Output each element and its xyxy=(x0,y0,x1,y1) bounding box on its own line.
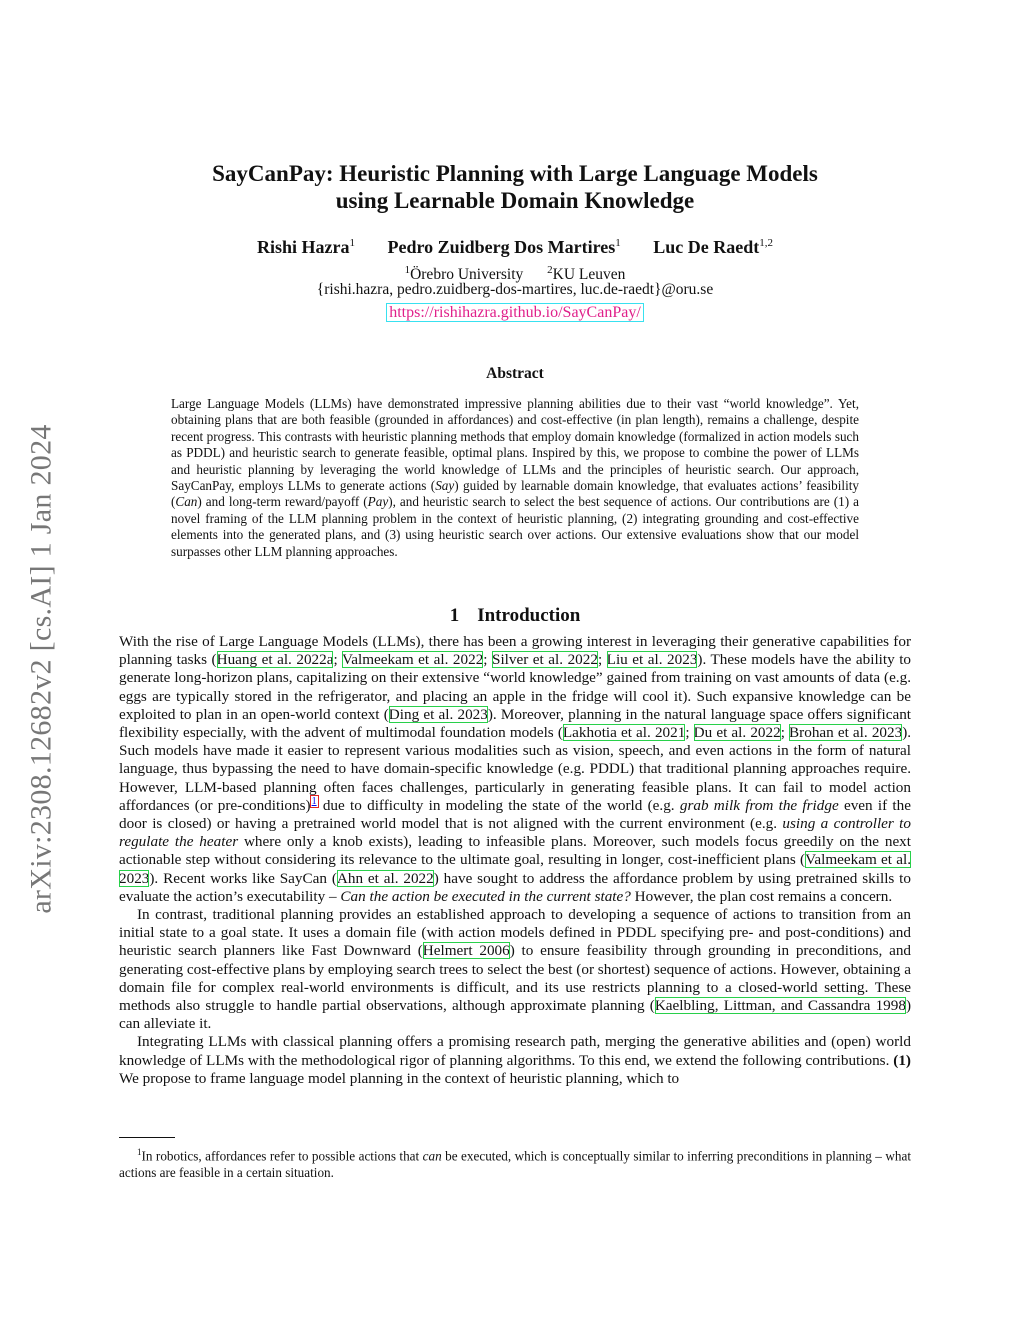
citation-author: Helmert xyxy=(422,942,473,960)
citation-year: 2023 xyxy=(457,705,488,723)
author-affil-mark: 1 xyxy=(615,237,621,249)
text-run: However, the plan cost remains a concern. xyxy=(630,887,893,905)
section-heading-introduction xyxy=(119,605,911,627)
citation-author: Silver et al. xyxy=(492,651,564,669)
citation-author: Brohan et al. xyxy=(789,724,868,742)
footnote-number: 1 xyxy=(137,1147,142,1157)
project-url-container xyxy=(119,302,911,324)
text-run: ; xyxy=(483,651,493,669)
citation-link[interactable] xyxy=(563,724,685,741)
title-line-2: using Learnable Domain Knowledge xyxy=(335,188,695,213)
citation-link[interactable] xyxy=(789,724,902,741)
abstract-part: Large Language Models (LLMs) have demonstrated impressive planning abilities due to their vast “world knowledge”. Yet, obtaining plans that are both feasible (grounded in affordances) and cost-effective (in plan length), remains a challenge, despite recent progress. This contrasts with heuristic planning methods that employ domain knowledge (formalized in action models such as PDDL) and heuristic search to generate feasible, optimal plans. Inspired by this, we propose to combine the power of LLMs and heuristic planning by leveraging the world knowledge of LLMs and the principles of heuristic search. Our approach, SayCanPay, employs LLMs to generate actions ( xyxy=(171,396,859,494)
project-url-link[interactable]: https://rishihazra.github.io/SayCanPay/ xyxy=(386,303,644,322)
italic-example: grab milk from the fridge xyxy=(679,796,839,814)
intro-paragraph-2 xyxy=(119,906,911,1033)
text-run: In contrast, traditional planning provides an established approach to developing a sequence of actions to transition from an initial state to a goal state. It uses a domain file (with action models defined in PDDL specifying pre- and post-conditions) and heuristic search planners like Fast Downward ( xyxy=(119,906,911,960)
author-name: Rishi Hazra xyxy=(256,237,350,257)
italic-example: using a controller to regulate the heater xyxy=(119,815,911,851)
intro-paragraph-1 xyxy=(119,633,911,906)
citation-year: 2022 xyxy=(567,651,598,669)
text-run: even if the door is closed) or having a pretrained world model that is not aligned with the current environment (e.g. xyxy=(119,796,911,833)
citation-year: 2022 xyxy=(403,869,434,887)
italic-question: Can the action be executed in the current state? xyxy=(340,887,631,905)
text-run: Integrating LLMs with classical planning offers a promising research path, merging the generative abilities and (open) world knowledge of LLMs with the methodological rigor of planning algorithms. To this end, we extend the following contributions. xyxy=(119,1033,911,1069)
citation-year: 2023 xyxy=(667,651,698,669)
author-3 xyxy=(653,237,773,257)
text-run: due to difficulty in modeling the state of the world (e.g. xyxy=(317,796,680,814)
author-name: Luc De Raedt xyxy=(653,237,760,257)
author-name: Pedro Zuidberg Dos Martires xyxy=(387,237,616,257)
citation-author: Du et al. xyxy=(693,724,747,742)
citation-author: Valmeekam et al. xyxy=(805,851,912,869)
citation-year: 2023 xyxy=(119,869,150,887)
text-run: In robotics, affordances refer to possible actions that xyxy=(141,1148,423,1164)
citation-link[interactable] xyxy=(655,997,906,1014)
text-run: where only a knob exists), leading to infeasible plans. Moreover, such models focus greedily on the next actionable step without considering its relevance to the ultimate goal, resulting in longer, cost-inefficient plans ( xyxy=(119,833,911,869)
citation-link[interactable] xyxy=(492,651,598,668)
abstract-can: Can xyxy=(175,494,198,510)
arxiv-identifier: arXiv:2308.12682v2 [cs.AI] 1 Jan 2024 xyxy=(25,424,59,914)
author-2 xyxy=(387,237,620,257)
affil-name: KU Leuven xyxy=(552,266,626,284)
introduction-body xyxy=(119,633,911,1088)
italic-word: can xyxy=(422,1148,442,1164)
citation-link[interactable] xyxy=(607,651,698,668)
text-run: ; xyxy=(685,724,694,742)
abstract-part: ) and long-term reward/payoff ( xyxy=(197,494,368,510)
footnote-1 xyxy=(119,1144,911,1182)
text-run: ). Recent works like SayCan ( xyxy=(149,869,337,887)
text-run: With the rise of Large Language Models (LLMs), there has been a growing interest in leveraging their generative capabilities for planning tasks ( xyxy=(119,633,911,669)
text-run: ; xyxy=(333,651,342,669)
citation-link[interactable] xyxy=(217,651,334,668)
abstract-say: Say xyxy=(435,478,455,494)
citation-year: 2022 xyxy=(750,724,781,742)
citation-link[interactable] xyxy=(423,942,510,959)
abstract-part: ) guided by learnable domain knowledge, that evaluates actions’ feasibility ( xyxy=(171,478,859,510)
author-1 xyxy=(257,237,355,257)
citation-author: Ding et al. xyxy=(388,705,454,723)
text-run: ) have sought to address the affordance problem by using pretrained skills to evaluate the action’s executability – xyxy=(119,869,911,905)
citation-link[interactable] xyxy=(694,724,781,741)
citation-year: 2021 xyxy=(654,724,686,742)
citation-author: Kaelbling, Littman, and Cassandra xyxy=(654,997,871,1015)
footnote-marker-link[interactable]: 1 xyxy=(311,795,317,807)
abstract-text xyxy=(171,396,859,560)
title-line-1: SayCanPay: Heuristic Planning with Large Language Models xyxy=(212,161,818,186)
citation-author: Huang et al. xyxy=(216,651,292,669)
contribution-marker: (1) xyxy=(893,1051,911,1069)
author-emails: {rishi.hazra, pedro.zuidberg-dos-martires, luc.de-raedt}@oru.se xyxy=(316,281,714,298)
citation-year: 2022a xyxy=(296,651,334,669)
text-run: ). Such models have made it easier to represent various modalities such as vision, speech, and even actions in the form of natural language, thus bypassing the need to have domain-specific knowledge (e.g. PDDL) that traditional planning approaches require. However, LLM-based planning often faces challenges, particularly in generating feasible plans. It can fail to model action affordances (or pre-conditions) xyxy=(119,724,912,814)
section-number: 1 xyxy=(449,605,460,626)
footnote-divider xyxy=(119,1137,175,1138)
citation-link[interactable] xyxy=(389,706,488,723)
citation-author: Valmeekam et al. xyxy=(341,651,449,669)
arxiv-sidebar-id xyxy=(22,378,62,960)
citation-year: 2023 xyxy=(871,724,903,742)
citation-author: Liu et al. xyxy=(606,651,663,669)
text-run: ). These models have the ability to generate long-horizon plans, capitalizing on their extensive “world knowledge” gained from training on vast amounts of data (e.g. eggs are typically stored in the refrigerator, and placing an apple in the fridge will cool it). Such expansive knowledge can be exploited to plan in an open-world context ( xyxy=(119,651,912,723)
abstract-part: ), and heuristic search to select the best sequence of actions. Our contributions are (1) a novel framing of the LLM planning problem in the context of heuristic planning, (2) integrating grounding and cost-effective elements into the generated plans, and (3) using heuristic search over actions. Our extensive evaluations show that our model surpasses other LLM planning approaches. xyxy=(171,494,860,559)
citation-year: 2022 xyxy=(452,651,484,669)
text-run: ) can alleviate it. xyxy=(119,997,912,1033)
citation-author: Ahn et al. xyxy=(336,869,399,887)
author-list xyxy=(119,232,911,258)
section-title: Introduction xyxy=(477,605,581,626)
text-run: be executed, which is conceptually similar to inferring preconditions in planning – what actions are feasible in a certain situation. xyxy=(119,1148,911,1180)
citation-year: 2006 xyxy=(479,942,510,960)
text-run: ). Moreover, planning in the natural language space offers significant flexibility especially, with the advent of multimodal foundation models ( xyxy=(119,705,912,742)
text-run: ; xyxy=(780,724,790,742)
author-affil-mark: 1 xyxy=(349,237,355,249)
affil-mark: 2 xyxy=(547,264,553,276)
citation-year: 1998 xyxy=(875,997,906,1015)
citation-link[interactable] xyxy=(337,870,434,887)
text-run: ; xyxy=(597,651,607,669)
affil-mark: 1 xyxy=(404,264,411,276)
text-run: ) to ensure feasibility through grounding in preconditions, and generating cost-effective plans by employing search trees to select the best (or shortest) sequence of actions. However, obtaining a domain file for complex real-world environments is difficult, and its use restricts planning to a closed-world setting. These methods also struggle to handle partial observations, although approximate planning ( xyxy=(119,942,912,1015)
citation-link[interactable] xyxy=(342,651,483,668)
intro-paragraph-3 xyxy=(119,1033,911,1088)
abstract-pay: Pay xyxy=(367,494,389,510)
author-affil-mark: 1,2 xyxy=(759,237,774,249)
citation-author: Lakhotia et al. xyxy=(562,724,651,742)
abstract-heading: Abstract xyxy=(486,365,544,382)
affil-name: Örebro University xyxy=(410,266,524,284)
paper-title xyxy=(119,160,911,214)
text-run: We propose to frame language model planning in the context of heuristic planning, which to xyxy=(119,1069,680,1087)
